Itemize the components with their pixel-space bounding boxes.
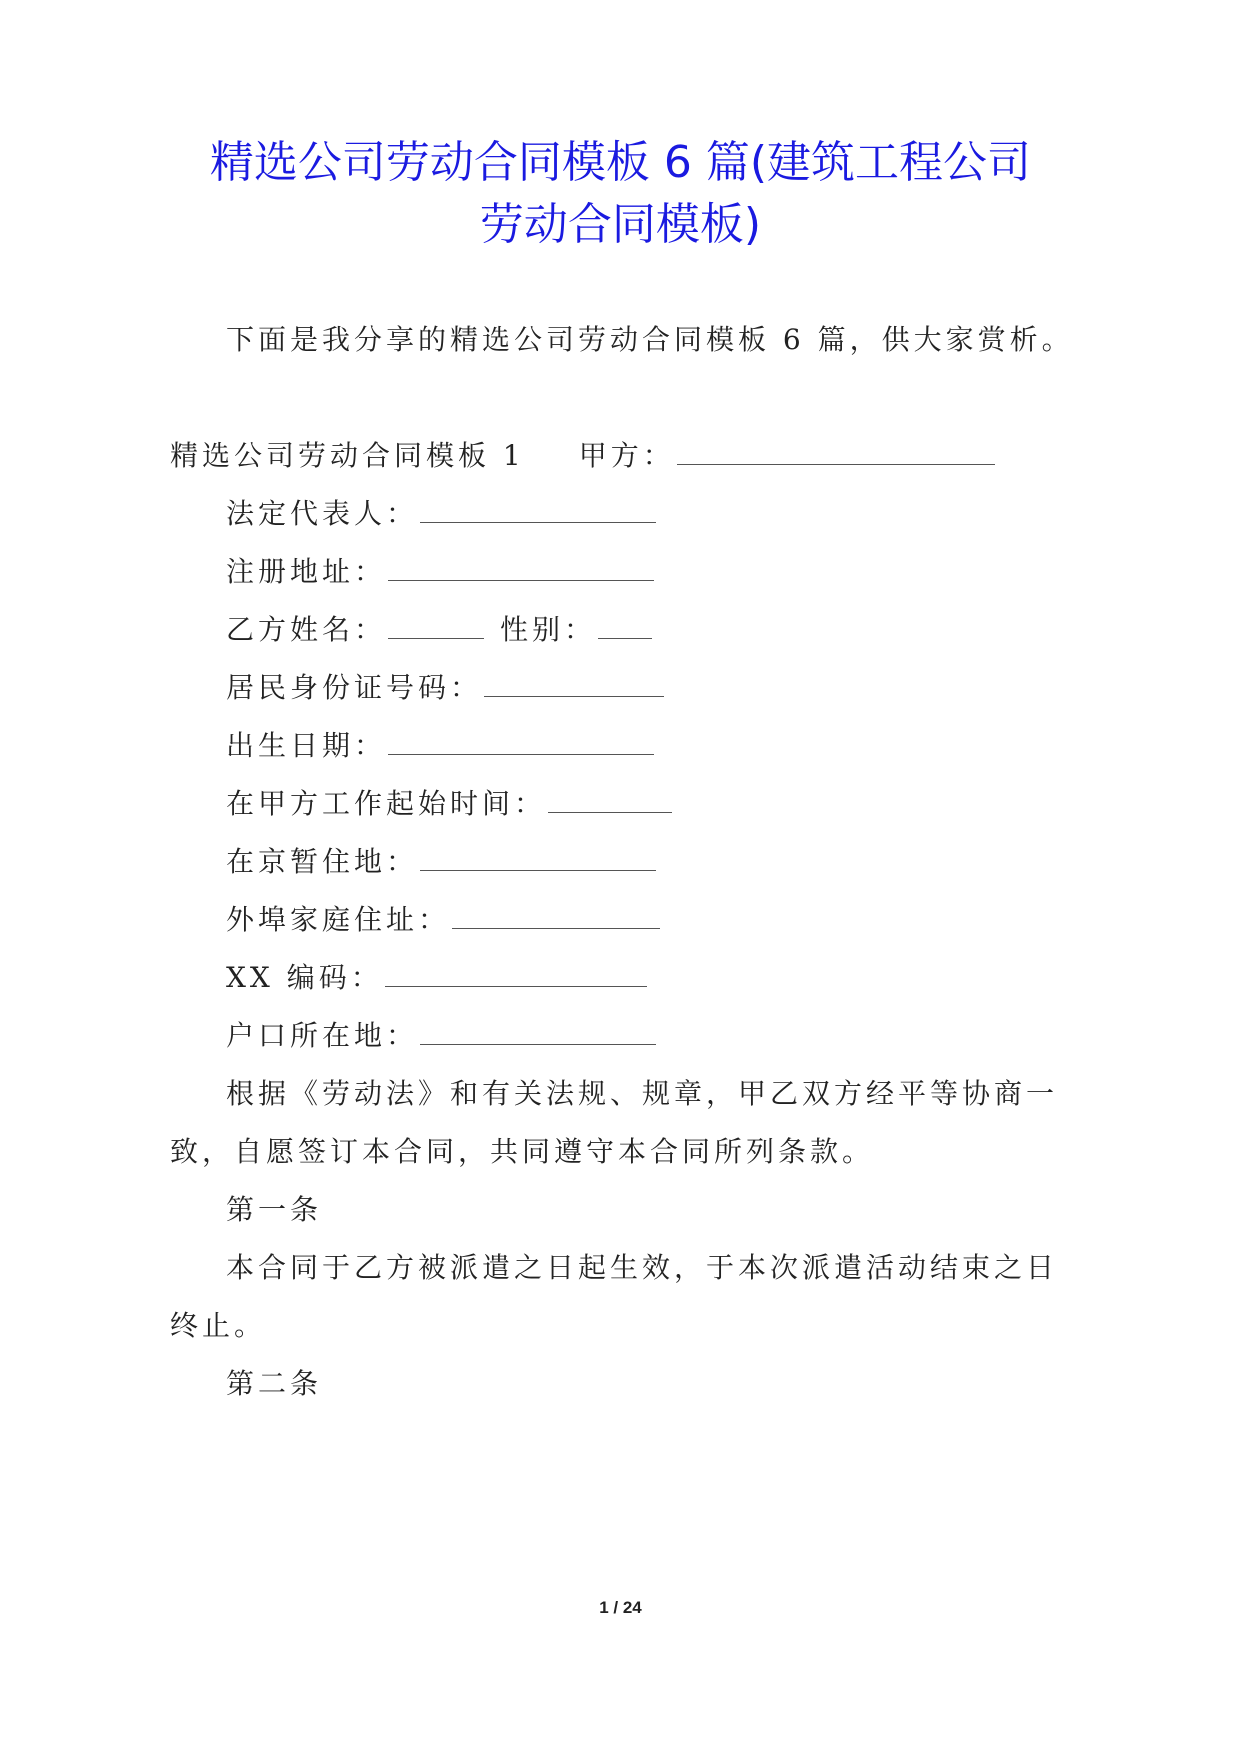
home-address-blank xyxy=(452,902,660,929)
xx-code-row xyxy=(226,958,647,998)
template-1-heading-row xyxy=(170,436,995,476)
hukou-blank xyxy=(420,1018,656,1045)
start-date-blank xyxy=(548,786,672,813)
beijing-address-row xyxy=(226,842,656,882)
home-address-row xyxy=(226,900,660,940)
intro-paragraph: 下面是我分享的精选公司劳动合同模板 6 篇，供大家赏析。 xyxy=(226,323,1074,356)
document-title-line-2: 劳动合同模板) xyxy=(479,199,762,250)
xx-code-blank xyxy=(385,960,647,987)
home-address-label: 外埠家庭住址： xyxy=(226,903,451,936)
beijing-address-label: 在京暂住地： xyxy=(226,845,419,878)
birth-date-blank xyxy=(388,728,654,755)
id-number-label: 居民身份证号码： xyxy=(226,671,483,704)
legal-rep-label: 法定代表人： xyxy=(226,497,419,530)
legal-rep-row xyxy=(226,494,656,534)
start-date-label: 在甲方工作起始时间： xyxy=(226,787,547,820)
reg-address-row xyxy=(226,552,654,592)
template-1-heading: 精选公司劳动合同模板 1 xyxy=(170,439,525,472)
body-paragraph-1-line-1: 根据《劳动法》和有关法规、规章，甲乙双方经平等协商一 xyxy=(226,1077,1059,1110)
start-date-row xyxy=(226,784,672,824)
gender-label: 性别： xyxy=(500,613,597,646)
party-a-label: 甲方： xyxy=(578,439,675,472)
beijing-address-blank xyxy=(420,844,656,871)
gender-blank xyxy=(598,612,652,639)
article-2-heading: 第二条 xyxy=(226,1367,323,1400)
document-title-line-1: 精选公司劳动合同模板 6 篇(建筑工程公司 xyxy=(209,137,1032,188)
party-b-name-blank xyxy=(388,612,484,639)
article-1-text-line-1: 本合同于乙方被派遣之日起生效，于本次派遣活动结束之日 xyxy=(226,1251,1059,1284)
hukou-label: 户口所在地： xyxy=(226,1019,419,1052)
hukou-row xyxy=(226,1016,656,1056)
party-b-name-label: 乙方姓名： xyxy=(226,613,387,646)
birth-date-label: 出生日期： xyxy=(226,729,387,762)
article-1-heading: 第一条 xyxy=(226,1193,323,1226)
birth-date-row xyxy=(226,726,654,766)
xx-code-label: XX 编码： xyxy=(226,961,383,994)
party-a-blank xyxy=(677,438,995,465)
reg-address-label: 注册地址： xyxy=(226,555,387,588)
id-number-row xyxy=(226,668,664,708)
body-paragraph-1-line-2: 致，自愿签订本合同，共同遵守本合同所列条款。 xyxy=(170,1135,875,1168)
article-1-text-line-2: 终止。 xyxy=(170,1309,267,1342)
id-number-blank xyxy=(484,670,664,697)
page-number: 1 / 24 xyxy=(599,1598,642,1617)
legal-rep-blank xyxy=(420,496,656,523)
reg-address-blank xyxy=(388,554,654,581)
party-b-row xyxy=(226,610,652,650)
